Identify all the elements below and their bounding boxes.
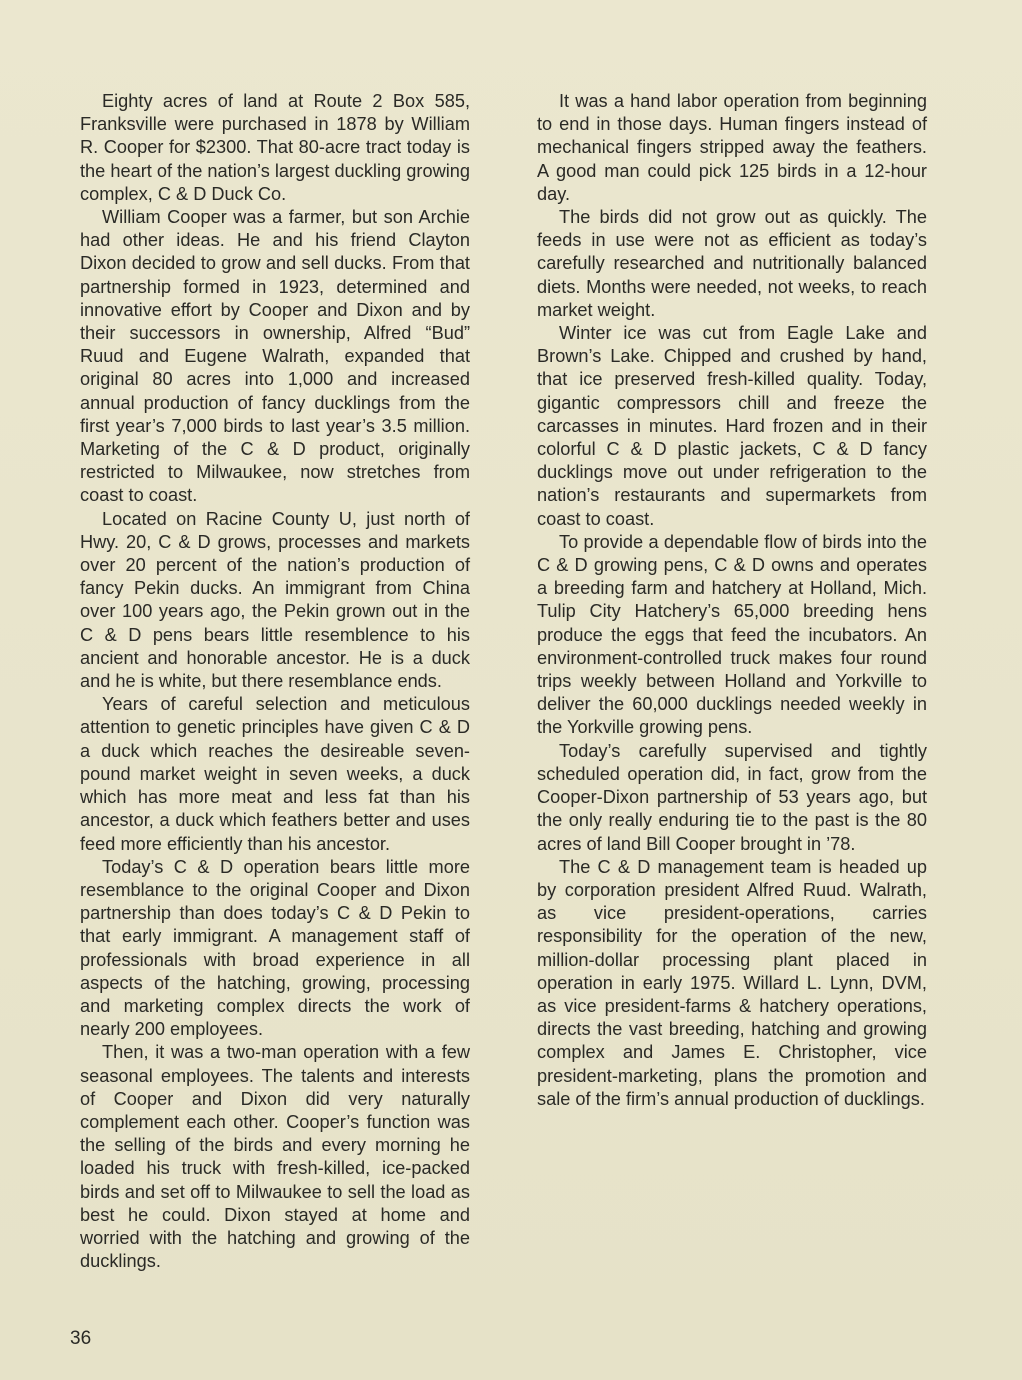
- paragraph: Located on Racine County U, just north of Hwy. 20, C & D grows, processes and markets over 20 percent of the nation’s production of fancy Pekin ducks. An immigrant from China over 100 years ago, the Pekin grown out in the C & D pens bears little resemblence to his ancient and honorable ancestor. He is a duck and he is white, but there resemblance ends.: [80, 508, 470, 692]
- article-column-left: [80, 90, 470, 1273]
- paragraph: Winter ice was cut from Eagle Lake and Brown’s Lake. Chipped and crushed by hand, that ice preserved fresh-killed quality. Today, gigantic compressors chill and freeze the carcasses in minutes. Hard frozen and in their colorful C & D plastic jackets, C & D fancy ducklings move out under refrigeration to the nation’s restaurants and supermarkets from coast to coast.: [537, 323, 927, 529]
- paragraph: The birds did not grow out as quickly. The feeds in use were not as efficient as today’s carefully researched and nutritionally balanced diets. Months were needed, not weeks, to reach market weight.: [537, 207, 927, 320]
- paragraph: The C & D management team is headed up by corporation president Alfred Ruud. Walrath, as vice president-operations, carries responsibility for the operation of the new, million-dollar processing plant placed in operation in early 1975. Willard L. Lynn, DVM, as vice president-farms & hatchery operations, directs the vast breeding, hatching and growing complex and James E. Christopher, vice president-marketing, plans the promotion and sale of the firm’s annual production of ducklings.: [537, 856, 927, 1109]
- paragraph: To provide a dependable flow of birds into the C & D growing pens, C & D owns and operates a breeding farm and hatchery at Holland, Mich. Tulip City Hatchery’s 65,000 breeding hens produce the eggs that feed the incubators. An environment-controlled truck makes four round trips weekly between Holland and Yorkville to deliver the 60,000 ducklings needed weekly in the Yorkville growing pens.: [537, 531, 927, 738]
- article-column-right: [537, 90, 927, 1111]
- paragraph: It was a hand labor operation from beginning to end in those days. Human fingers instead of mechanical fingers stripped away the feathers. A good man could pick 125 birds in a 12-hour day.: [537, 91, 927, 204]
- paragraph: William Cooper was a farmer, but son Archie had other ideas. He and his friend Clayton Dixon decided to grow and sell ducks. From that partnership formed in 1923, determined and innovative effort by Cooper and Dixon and by their successors in ownership, Alfred “Bud” Ruud and Eugene Walrath, expanded that original 80 acres into 1,000 and increased annual production of fancy ducklings from the first year’s 7,000 birds to last year’s 3.5 million. Marketing of the C & D product, originally restricted to Milwaukee, now stretches from coast to coast.: [80, 207, 470, 506]
- paragraph: Eighty acres of land at Route 2 Box 585, Franksville were purchased in 1878 by William R. Cooper for $2300. That 80-acre tract today is the heart of the nation’s largest duckling growing complex, C & D Duck Co.: [80, 91, 470, 204]
- paragraph: Then, it was a two-man operation with a few seasonal employees. The talents and interests of Cooper and Dixon did very naturally complement each other. Cooper’s function was the selling of the birds and every morning he loaded his truck with fresh-killed, ice-packed birds and set off to Milwaukee to sell the load as best he could. Dixon stayed at home and worried with the hatching and growing of the ducklings.: [80, 1042, 470, 1272]
- paragraph: Years of careful selection and meticulous attention to genetic principles have given C & D a duck which reaches the desireable seven-pound market weight in seven weeks, a duck which has more meat and less fat than his ancestor, a duck which feathers better and uses feed more efficiently than his ancestor.: [80, 694, 470, 854]
- page-number: 36: [70, 1328, 92, 1349]
- paragraph: Today’s carefully supervised and tightly scheduled operation did, in fact, grow from the Cooper-Dixon partnership of 53 years ago, but the only really enduring tie to the past is the 80 acres of land Bill Cooper brought in ’78.: [537, 740, 927, 854]
- paragraph: Today’s C & D operation bears little more resemblance to the original Cooper and Dixon partnership than does today’s C & D Pekin to that early immigrant. A management staff of professionals with broad experience in all aspects of the hatching, growing, processing and marketing complex directs the work of nearly 200 employees.: [80, 856, 470, 1040]
